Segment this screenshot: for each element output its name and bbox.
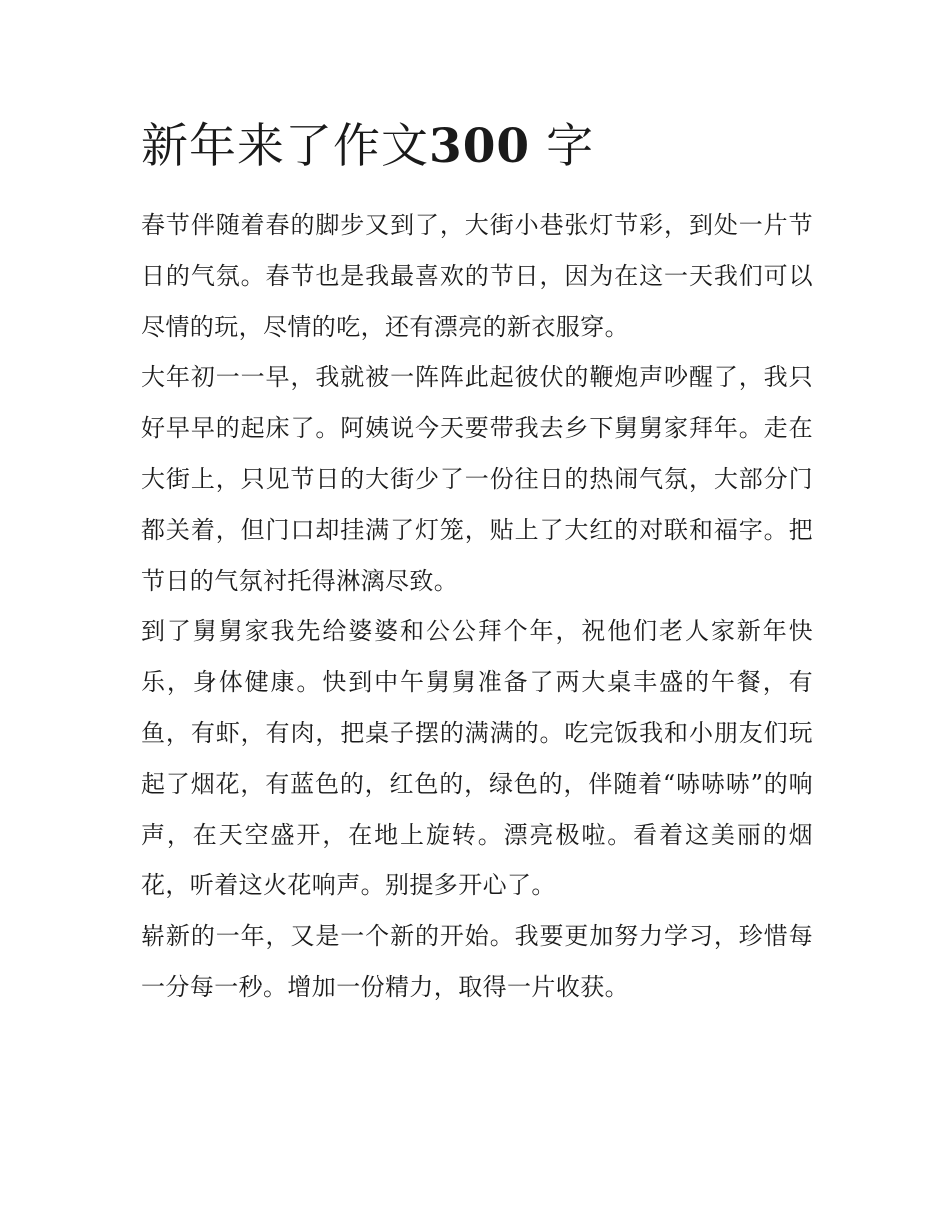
essay-title — [141, 112, 813, 182]
paragraph-1: 春节伴随着春的脚步又到了，大街小巷张灯节彩，到处一片节日的气氛。春节也是我最喜欢的节日，因为在这一天我们可以尽情的玩，尽情的吃，还有漂亮的新衣服穿。 — [141, 211, 813, 341]
paragraph-4: 崭新的一年，又是一个新的开始。我要更加努力学习，珍惜每一分每一秒。增加一份精力，取得一片收获。 — [141, 922, 813, 1001]
title-text: 新年来了作文 — [141, 119, 429, 174]
title-suffix: 字 — [546, 119, 595, 174]
essay-body — [141, 200, 813, 1013]
paragraph-3: 到了舅舅家我先给婆婆和公公拜个年，祝他们老人家新年快乐，身体健康。快到中午舅舅准备了两大桌丰盛的午餐，有鱼，有虾，有肉，把桌子摆的满满的。吃完饭我和小朋友们玩起了烟花，有蓝色的，红色的，绿色的，伴随着“哧哧哧”的响声，在天空盛开，在地上旋转。漂亮极啦。看着这美丽的烟花，听着这火花响声。别提多开心了。 — [141, 617, 813, 900]
title-number: 300 — [429, 119, 531, 174]
essay — [141, 112, 813, 1013]
paragraph-2: 大年初一一早，我就被一阵阵此起彼伏的鞭炮声吵醒了，我只好早早的起床了。阿姨说今天要带我去乡下舅舅家拜年。走在大街上，只见节日的大街少了一份往日的热闹气氛，大部分门都关着，但门口却挂满了灯笼，贴上了大红的对联和福字。把节日的气氛衬托得淋漓尽致。 — [141, 363, 813, 595]
